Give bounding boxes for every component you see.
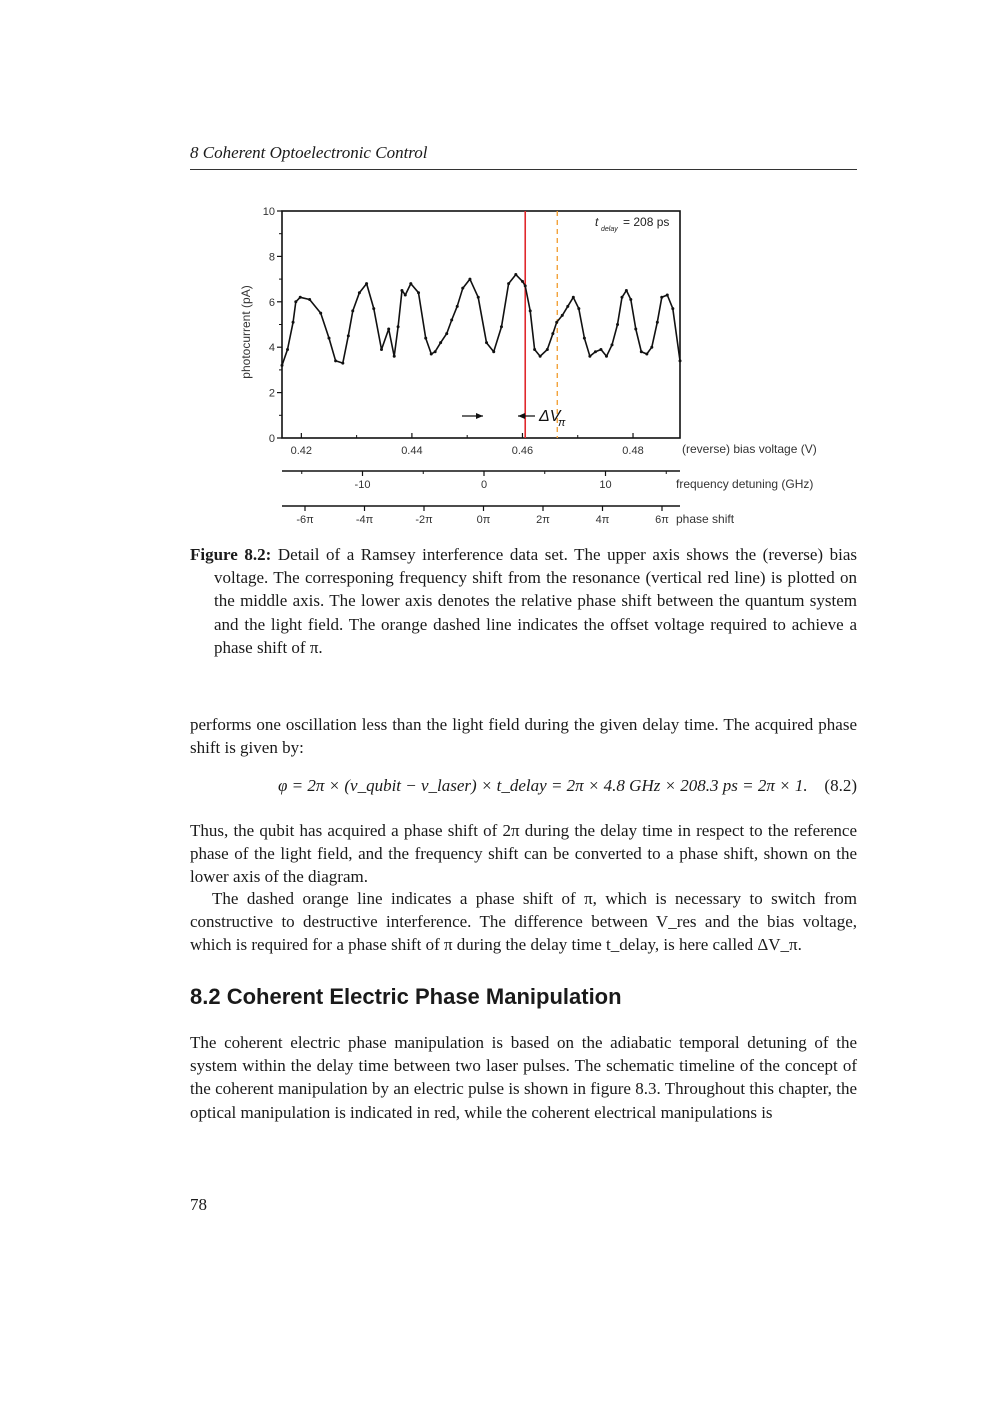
data-point xyxy=(634,328,637,331)
data-point xyxy=(439,341,442,344)
photocurrent-trace xyxy=(282,275,680,366)
data-point xyxy=(397,325,400,328)
data-point xyxy=(404,293,407,296)
data-point xyxy=(629,298,632,301)
phase-tick-label: 0π xyxy=(476,514,491,526)
data-point xyxy=(616,323,619,326)
data-point xyxy=(468,278,471,281)
equation-body: φ = 2π × (ν_qubit − ν_laser) × t_delay = 2π × 4.8 GHz × 208.3 ps = 2π × 1. xyxy=(278,776,808,795)
data-point xyxy=(656,321,659,324)
data-point xyxy=(625,289,628,292)
data-point xyxy=(679,359,682,362)
delta-v-label: ΔV xyxy=(539,408,561,425)
data-point xyxy=(477,296,480,299)
y-tick-label: 0 xyxy=(268,433,275,445)
caption-label: Figure 8.2: xyxy=(190,545,272,564)
data-point xyxy=(640,350,643,353)
data-point xyxy=(539,355,542,358)
data-point xyxy=(588,355,591,358)
phase-tick-label: -4π xyxy=(355,514,374,526)
x-tick-label: 0.42 xyxy=(290,445,313,457)
data-point xyxy=(365,282,368,285)
phase-tick-label: -2π xyxy=(415,514,433,526)
data-point xyxy=(566,305,569,308)
tdelay-annotation-sub: delay xyxy=(601,226,618,233)
data-point xyxy=(492,350,495,353)
body-paragraph-2: Thus, the qubit has acquired a phase shift of 2π during the delay time in respect to the reference phase of the light field, and the frequency shift can be converted to a phase shift, shown on the lower axis of the diagram. xyxy=(190,821,857,887)
delta-v-left-arrowhead xyxy=(476,413,483,419)
plot-frame xyxy=(282,211,680,438)
ramsey-chart xyxy=(230,195,850,540)
data-point xyxy=(594,350,597,353)
figure-caption xyxy=(190,543,857,659)
ramsey-figure xyxy=(230,195,850,540)
data-point xyxy=(327,337,330,340)
data-point xyxy=(529,309,532,312)
freq-tick-label: 0 xyxy=(480,479,488,491)
body-paragraph-3: The dashed orange line indicates a phase shift of π, which is necessary to switch from constructive to destructive interference. The difference between V_res and the bias voltage, which is required for a phase shift of π during the delay time t_delay, is here called ΔV_π. xyxy=(190,889,857,955)
data-point xyxy=(430,353,433,356)
delta-v-right-arrowhead xyxy=(518,413,525,419)
data-point xyxy=(347,334,350,337)
data-point xyxy=(334,359,337,362)
y-tick-label: 8 xyxy=(268,251,275,264)
data-point xyxy=(666,293,669,296)
data-point xyxy=(650,346,653,349)
x-top-axis-title: (reverse) bias voltage (V) xyxy=(682,442,817,456)
data-point xyxy=(514,273,517,276)
data-point xyxy=(660,296,663,299)
data-point xyxy=(456,305,459,308)
data-point xyxy=(387,328,390,331)
data-point xyxy=(500,325,503,328)
data-point xyxy=(400,289,403,292)
data-point xyxy=(561,314,564,317)
data-point xyxy=(417,291,420,294)
x-middle-axis-title: frequency detuning (GHz) xyxy=(676,477,814,491)
data-point xyxy=(671,307,674,310)
data-point xyxy=(409,282,412,285)
phase-tick-label: 2π xyxy=(536,514,550,526)
data-point xyxy=(461,287,464,290)
data-point xyxy=(546,348,549,351)
data-point xyxy=(286,348,289,351)
data-point xyxy=(555,321,558,324)
data-point xyxy=(551,332,554,335)
x-tick-label: 0.48 xyxy=(622,445,644,457)
data-point xyxy=(572,296,575,299)
phase-tick-label: 6π xyxy=(655,514,669,526)
x-tick-label: 0.46 xyxy=(511,445,534,457)
data-point xyxy=(358,291,361,294)
data-point xyxy=(445,332,448,335)
data-point xyxy=(507,282,510,285)
data-point xyxy=(533,348,536,351)
data-point xyxy=(372,307,375,310)
data-point xyxy=(351,309,354,312)
body-paragraph-1: performs one oscillation less than the light field during the given delay time. The acquired phase shift is given by: xyxy=(190,715,857,758)
data-point xyxy=(524,284,527,287)
data-point xyxy=(620,296,623,299)
tdelay-annotation-t: t xyxy=(595,215,599,229)
y-tick-label: 6 xyxy=(268,296,275,309)
data-point xyxy=(521,280,524,283)
data-point xyxy=(294,300,297,303)
data-point xyxy=(341,362,344,365)
data-point xyxy=(583,337,586,340)
freq-tick-label: 10 xyxy=(599,479,612,491)
y-axis-title: photocurrent (pA) xyxy=(239,285,253,379)
data-point xyxy=(319,312,322,315)
data-point xyxy=(299,296,302,299)
data-point xyxy=(599,348,602,351)
section-heading: 8.2 Coherent Electric Phase Manipulation xyxy=(190,984,622,1009)
phase-tick-label: -6π xyxy=(296,514,314,526)
body-paragraph-4: The coherent electric phase manipulation is based on the adiabatic temporal detuning of the system within the delay time between two laser pulses. The schematic timeline of the concept of the coherent manipulation by an electric pulse is shown in figure 8.3. Throughout this chapter, the optical manipulation is indicated in red, while the coherent electrical manipulations is xyxy=(190,1033,857,1122)
caption-text: Detail of a Ramsey interference data set. The upper axis shows the (reverse) bias voltage. The corresponing frequency shift from the resonance (vertical red line) is plotted on the middle axis. The lower axis denotes the relative phase shift between the quantum system and the light field. The orange dashed line indicates the offset voltage required to achieve a phase shift of π. xyxy=(214,545,858,657)
data-point xyxy=(485,341,488,344)
data-point xyxy=(611,343,614,346)
data-point xyxy=(645,353,648,356)
equation-number: (8.2) xyxy=(824,776,857,795)
y-tick-label: 4 xyxy=(268,342,275,355)
data-point xyxy=(450,318,453,321)
tdelay-annotation-value: = 208 ps xyxy=(623,215,670,229)
data-point xyxy=(281,364,284,367)
phase-tick-label: 4π xyxy=(595,514,610,526)
equation-8-2 xyxy=(190,776,857,800)
data-point xyxy=(424,337,427,340)
y-tick-label: 2 xyxy=(268,387,275,400)
data-point xyxy=(434,350,437,353)
delta-v-sub: π xyxy=(558,417,566,429)
data-point xyxy=(380,348,383,351)
page-number: 78 xyxy=(190,1195,207,1214)
data-point xyxy=(292,321,295,324)
data-point xyxy=(605,355,608,358)
x-bottom-axis-title: phase shift xyxy=(676,512,735,526)
y-tick-label: 10 xyxy=(262,206,275,218)
running-head: 8 Coherent Optoelectronic Control xyxy=(190,143,857,170)
data-point xyxy=(308,298,311,301)
data-point xyxy=(393,355,396,358)
freq-tick-label: -10 xyxy=(354,479,371,491)
data-point xyxy=(577,307,580,310)
x-tick-label: 0.44 xyxy=(401,445,423,457)
